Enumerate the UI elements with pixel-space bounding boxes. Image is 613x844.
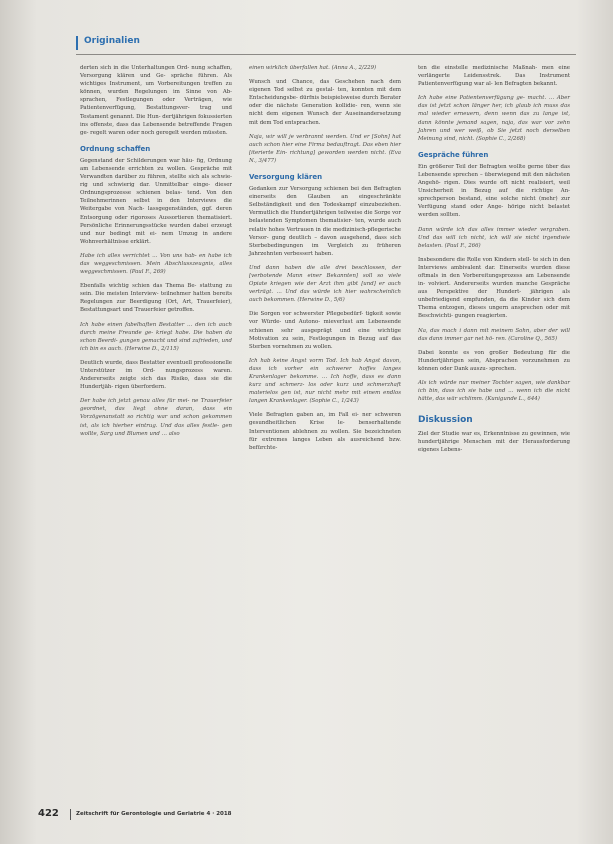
interview-quote: Ich habe einen fabelhaften Bestatter … den ich auch durch meine Freunde ge- kriegt habe. Die haben da schon Beerdi- gungen gemacht und sind zufrieden, und ich bin es auch. (Herwine D., 2/115) [80,321,232,352]
journal-citation: Zeitschrift für Gerontologie und Geriatrie 4 · 2018 [76,811,232,817]
interview-quote: Ich habe eine Patientenverfügung ge- macht. … Aber das ist jetzt schon länger her, ich glaub ich muss das mal wieder erneuern, denn wenn das zu lange ist, dann könnte jemand sagen, naja, das war vor zehn Jahren und wer weiß, ob Sie jetzt noch derselben Meinung sind, nicht. (Sophie C., 2/268) [418,95,570,142]
text-column-1 [80,64,232,444]
page-footer [38,808,578,822]
body-paragraph: Gedanken zur Versorgung schienen bei den Befragten einerseits den Glauben an eingeschränkte Selbständigkeit und den Todeskampf einzubeziehen. Vermutlich die Hundertjährigen teilweise die Sorge vor belastenden Symptomen thematisier- ten, wurde auch relativ hohes Vertrauen in die medizinisch-pflegerische Versor- gung deutlich – davon ausgehend, dass sich Sterbebedingungen im Vergleich zu früheren Jahrzehnten verbessert haben. [249,186,401,257]
interview-quote: einen wirklich überfallen hat. (Anna A., 2/229) [249,65,377,71]
page-number: 422 [38,808,59,819]
interview-quote: Dann würde ich das alles immer wieder vergraben. Und das will ich nicht, ich will sie nicht irgendwie belasten. (Paul F., 266) [418,226,570,249]
body-paragraph: Dabei konnte es von großer Bedeutung für die Hundertjährigen sein, Absprachen vorzunehmen zu können oder Dank auszu- sprechen. [418,349,570,372]
body-paragraph: Deutlich wurde, dass Bestatter eventuell professionelle Unterstützer im Ord- nungsprozess waren. Andererseits zeigte sich das Risiko, dass sie die Hundertjäh- rigen überfordern. [80,359,232,391]
body-paragraph: Ebenfalls wichtig schien das Thema Be- stattung zu sein. Die meisten Interview- teilnehmer hatten bereits Regelungen zur Beerdigung (Ort, Art, Trauerfeier), Bestattungsart und Trauerfeier getroffen. [80,283,232,314]
section-heading: Versorgung klären [249,173,323,182]
interview-quote: Na, das mach i dann mit meinem Sohn, aber der will das dann immer gar net hö- ren. (Caroline Q., 565) [418,327,570,342]
interview-quote: Als ich würde nur meiner Tochter sagen, wie dankbar ich bin, dass ich sie habe und … wenn ich die nicht hätte, das wär schlimm. (Kunigunde L., 644) [418,380,570,403]
page-header [76,34,576,54]
body-paragraph: Viele Befragten gaben an, im Fall ei- ner schweren gesundheitlichen Krise le- benserhaltende Interventionen ablehnen zu wollen. Sie bezeichneten für extremes langes Leben als ausreichend bzw. befürchte- [249,412,401,451]
section-heading: Ordnung schaffen [80,144,151,153]
interview-quote: Habe ich alles verrichtet … Von uns hab- en habe ich das weggeschmissen. Mein Abschlusszeugnis, alles weggeschmissen. (Paul F., 269) [80,252,232,276]
section-marker [76,36,78,50]
body-paragraph: Die Sorgen vor schwerster Pflegebedürf- tigkeit sowie vor Würde- und Autono- mieverlust am Lebensende schienen sehr ausgeprägt und eine wichtige Motivation zu sein, Festlegungen in Bezug auf das Sterben vornehmen zu wollen. [249,311,401,350]
body-paragraph: Ziel der Studie war es, Erkenntnisse zu gewinnen, wie hundertjährige Menschen mit der Herausforderung eigenes Lebens- [418,431,570,454]
text-column-3 [418,64,570,461]
header-rule [76,54,576,55]
body-paragraph: Gegenstand der Schilderungen war häu- fig, Ordnung am Lebensende errichten zu wollen. Gespräche mit Verwandten darüber zu führen, stellte sich als schwie- rig und schwierig dar. Unmittelbar einge- dieser Ordnungsprozesse schienen belas- tend. Von den Teilnehmerinnen selbst in den Interviews die Weitergabe von Nach- lassgegenständen, ggf. deren Entsorgung oder rigoroses Aussortieren thematisiert. Persönliche Erinnerungsstücke wurden dabei erzeugt und nur bedingt mit ei- nem Umzug in andere Wohnverhältnisse erklärt. [80,157,232,245]
chapter-heading: Diskussion [418,415,473,426]
body-paragraph: derten sich in die Unterhaltungen Ord- nung schaffen, Versorgung klären und Ge- spräche führen. Als wichtiges Instrument, um Vorbereitungen treffen zu können, wurden Regelungen im Sinne von Ab- sprachen, Festlegungen oder Verträgen, wie Patientenverfügung, Bestattungsver- trag und Testament genannt. Die Hun- dertjährigen fokussierten ins offenste, dass das Lebensende betreffende Fragen ge- regelt waren oder noch geregelt werden müssten. [80,65,232,136]
body-paragraph: Ein größerer Teil der Befragten wollte gerne über das Lebensende sprechen – überwiegend mit den nächsten Angehö- rigen. Dies wurde oft nicht realisiert, weil Unsicherheit in Bezug auf die richtige An- sprechperson bestand, eine solche nicht (mehr) zur Verfügung stand oder Ange- hörige nicht belastet werden sollten. [418,163,570,219]
section-title: Originalien [84,36,140,46]
text-column-2 [249,64,401,458]
interview-quote: Naja, wir will je verbrannt werden. Und er [Sohn] hat auch schon hier eine Firma bedauftragt. Das eben hier [iterierte Ein- richtung] geworden werden nicht. (Eva N., 3/477) [249,133,401,164]
body-paragraph: ten die einstelle medizinische Maßnah- men eine verlängerte Leidensstrek. Das Instrument Patientenverfügung war al- len Befragten bekannt. [418,65,570,88]
interview-quote: Ich hab keine Angst vorm Tod. Ich hab Angst davon, dass ich vorher ein schwerer hoffes langes Krankenlager bekomme. … Ich hoffe, dass es dann kurz und schmerz- los oder kurz und schmerzhaft materielos gen ist, nur nicht mehr mit einem endlos langen Krankenlager. (Sophie C., 1/243) [249,357,401,405]
footer-separator [70,809,71,820]
body-paragraph: Wunsch und Chance, das Geschehen nach dem eigenen Tod selbst zu gestal- ten, konnten mit dem Entscheidungsbe- dürfnis beispielsweise durch Berater oder die nächste Generation kollidie- ren, wenn sie nicht dem eigenen Wunsch der Auseinandersetzung mit dem Tod entsprachen. [249,79,401,126]
section-heading: Gespräche führen [418,150,489,159]
interview-quote: Und dann haben die alle drei beschlossen, der [verbotende Mann einer Bekannten] soll so viele Opiate kriegen wie der Arzt ihm gibt [und] er auch verträgt. … Und das würde ich hier wahrscheinlich auch bekommen. (Herwine D., 5/6) [249,264,401,304]
body-paragraph: Insbesondere die Rolle von Kindern stell- te sich in den Interviews ambivalent dar. Einerseits wurden diese oftmals in den Vorbereitungsprozess am Lebensende in- volviert. Andererseits wurden manche Gespräche aus Perspektive der Hundert- jährigen als unbefriedigend empfunden, da die Kinder sich dem Thema entzogen, dieses ungern ansprechen oder mit Beschwichti- gungen reagierten. [418,256,570,320]
interview-quote: Der habe ich jetzt genau alles für mei- ne Trauerfeier geordnet, das liegt ohne daran, dass ein Vorzögenanstatt so richtig war und schon gekommen ist, als ich hierher eintrug. Und das alles festle- gen wollte, Sarg und Blumen und … also [80,398,232,437]
